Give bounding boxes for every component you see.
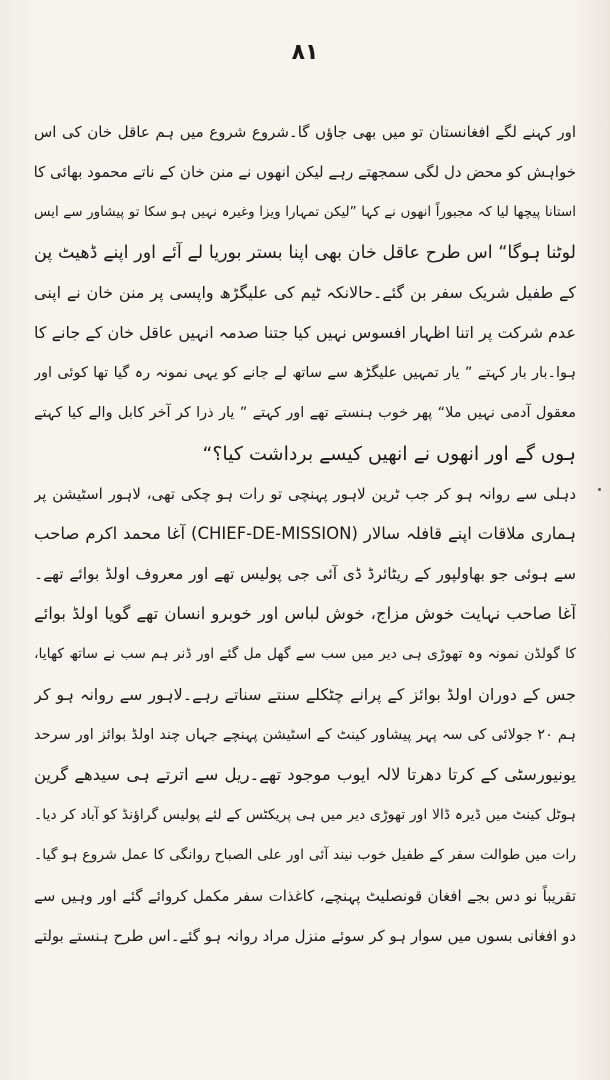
page-number: ۸۱	[291, 40, 319, 65]
text-line: خواہش کو محض دل لگی سمجھتے رہے لیکن انھوں نے منن خان کے ناتے محمود بھائی کا	[34, 163, 576, 182]
text-line: آغا صاحب نہایت خوش مزاج، خوش لباس اور خوبرو انسان تھے گویا اولڈ بوائے	[34, 604, 576, 624]
text-line: ہماری ملاقات اپنے قافلہ سالار (CHIEF-DE-MISSION) آغا محمد اکرم صاحب	[34, 523, 576, 543]
text-line: ہوٹل کینٹ میں ڈیرہ ڈالا اور تھوڑی دیر میں ہی پریکٹس کے لئے پولیس گراؤنڈ کو آباد کر دیا۔	[34, 807, 576, 824]
text-line: تقریباً نو دس بجے افغان قونصلیٹ پہنچے، کاغذات سفر مکمل کروائے گئے اور وہیں سے	[34, 886, 576, 905]
text-line: دو افغانی بسوں میں سوار ہو کر سوئے منزل مراد روانہ ہو گئے۔اس طرح ہنستے بولتے	[34, 926, 576, 945]
text-line: کے طفیل شریک سفر بن گئے۔حالانکہ ٹیم کی علیگڑھ واپسی پر منن خان نے اپنی	[34, 282, 576, 302]
text-line: معقول آدمی نہیں ملا“ پھر خوب ہنستے تھے اور کہتے ” یار ذرا کر آخر کابل والے کیا کہتے	[34, 405, 576, 422]
margin-mark	[598, 488, 601, 491]
text-line: استانا پیچھا لیا کہ مجبوراً انھوں نے کہا ”لیکن تمہارا ویزا وغیرہ نہیں ہو سکا تو پیشاور سے ایس	[34, 204, 576, 221]
text-line: جس کے دوران اولڈ بوائز کے پرانے چٹکلے سنتے سناتے رہے۔لاہور سے روانہ ہو کر	[34, 684, 576, 704]
page-body-text	[34, 112, 576, 956]
text-line: عدم شرکت پر اتنا اظہار افسوس نہیں کیا جتنا صدمہ انہیں عاقل خان کے جانے کا	[34, 322, 576, 342]
text-line: یونیورسٹی کے کرتا دھرتا لالہ ایوب موجود تھے۔ریل سے اترتے ہی سیدھے گرین	[34, 765, 576, 784]
text-line: اور کہنے لگے افغانستان تو میں بھی جاؤں گا۔شروع شروع میں ہم عاقل خان کی اس	[34, 123, 576, 141]
text-line: رات میں طوالت سفر کے طفیل خوب نیند آئی اور علی الصباح روانگی کا عمل شروع ہو گیا۔	[34, 847, 576, 864]
text-line: کا گولڈن نمونہ وہ تھوڑی ہی دیر میں سب سے گھل مل گئے اور ڈنر ہم سب نے ساتھ کھایا،	[34, 646, 576, 663]
text-line: دہلی سے روانہ ہو کر جب ٹرین لاہور پہنچی تو رات ہو چکی تھی، لاہور اسٹیشن پر	[34, 484, 576, 503]
text-line: ہوں گے اور انھوں نے انھیں کیسے برداشت کیا؟“	[202, 442, 576, 465]
text-line: ہم ۲۰ جولائی کی سہ پہر پیشاور کینٹ کے اسٹیشن پہنچے جہاں چند اولڈ بوائز اور سرحد	[34, 726, 576, 743]
text-line: ہوا۔بار بار کہتے ” یار تمہیں علیگڑھ سے ساتھ لے جانے کو یہی نمونہ رہ گیا تھا کوئی اور	[34, 365, 576, 382]
text-line: سے ہوئی جو بھاولپور کے ریٹائرڈ ڈی آئی جی پولیس تھے اور معروف اولڈ بوائے تھے۔	[34, 565, 576, 584]
text-line: لوٹنا ہوگا“ اس طرح عاقل خان بھی اپنا بستر بوریا لے آئے اور اپنے ڈھیٹ پن	[34, 242, 576, 263]
